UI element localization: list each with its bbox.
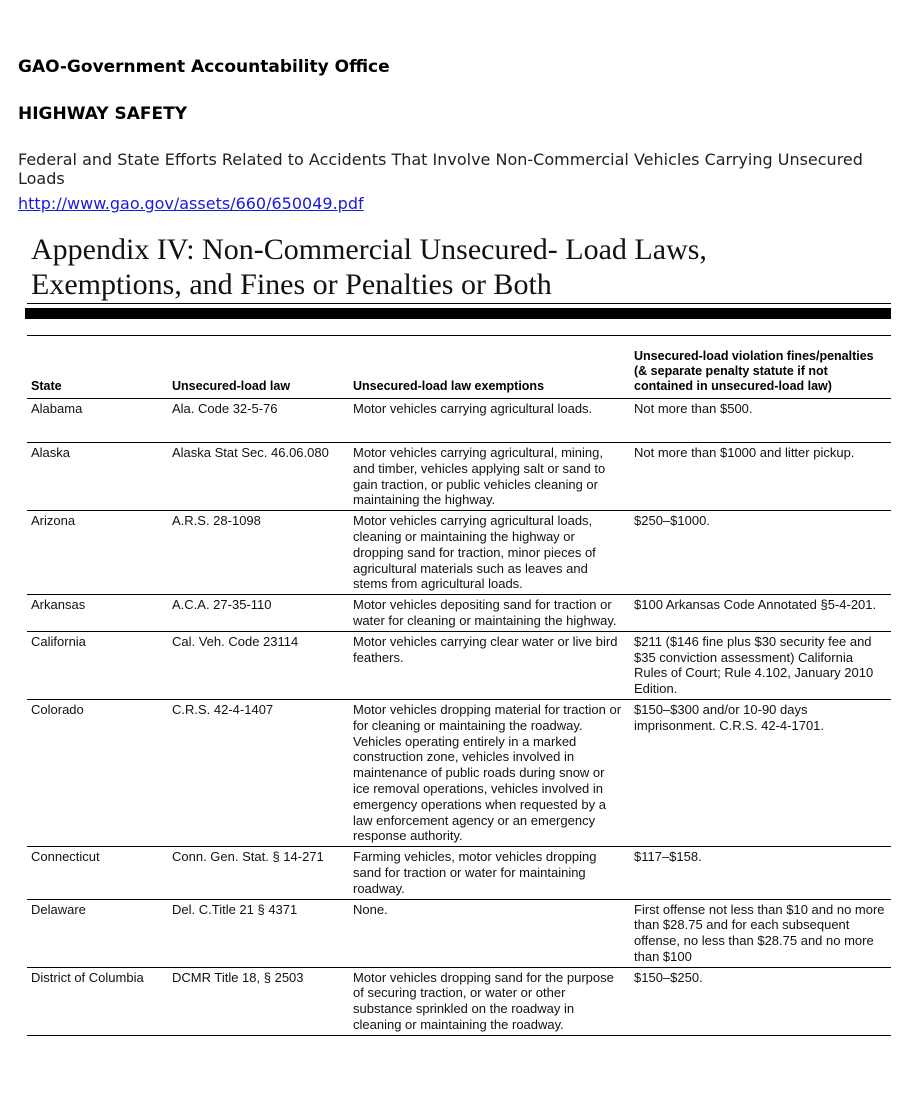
cell-state: Alabama — [27, 399, 168, 443]
cell-state: Alaska — [27, 443, 168, 511]
column-header-state: State — [27, 336, 168, 399]
table-row — [27, 699, 891, 846]
table-row — [27, 847, 891, 899]
appendix-title-line-1: Appendix IV: Non-Commercial Unsecured- Load Laws, — [31, 233, 707, 266]
cell-law: DCMR Title 18, § 2503 — [168, 967, 349, 1035]
cell-fines-text: First offense not less than $10 and no more than $28.75 and for each subsequent offense, no less than $28.75 and no more than $100 — [634, 901, 885, 964]
appendix-title-line-2: Exemptions, and Fines or Penalties or Both — [31, 268, 552, 301]
cell-state: California — [27, 631, 168, 699]
cell-fines: $150–$250. — [630, 967, 891, 1035]
title-divider-thick — [25, 308, 891, 319]
cell-exemptions: Motor vehicles depositing sand for traction or water for cleaning or maintaining the highway. — [349, 595, 630, 632]
table-row — [27, 595, 891, 632]
cell-exemptions: Motor vehicles carrying agricultural, mining, and timber, vehicles applying salt or sand to gain traction, or public vehicles cleaning or maintaining the highway. — [349, 443, 630, 511]
cell-fines: Not more than $500. — [630, 399, 891, 443]
cell-fines: $150–$300 and/or 10-90 days imprisonment. C.R.S. 42-4-1701. — [630, 699, 891, 846]
title-divider-thin — [27, 303, 891, 304]
cell-law: C.R.S. 42-4-1407 — [168, 699, 349, 846]
table-header-row — [27, 336, 891, 399]
cell-exemptions: Farming vehicles, motor vehicles dropping sand for traction or water for maintaining roadway. — [349, 847, 630, 899]
cell-fines: Not more than $1000 and litter pickup. — [630, 443, 891, 511]
cell-state: Arizona — [27, 511, 168, 595]
table-row — [27, 967, 891, 1035]
cell-law: Ala. Code 32-5-76 — [168, 399, 349, 443]
unsecured-load-laws-table — [27, 335, 891, 1036]
cell-law: Conn. Gen. Stat. § 14-271 — [168, 847, 349, 899]
cell-fines: $250–$1000. — [630, 511, 891, 595]
cell-state: Connecticut — [27, 847, 168, 899]
appendix-title — [31, 232, 871, 302]
report-topic: HIGHWAY SAFETY — [18, 104, 188, 124]
cell-fines — [630, 899, 891, 967]
table-row — [27, 899, 891, 967]
cell-exemptions: Motor vehicles dropping material for traction or for cleaning or maintaining the roadway. Vehicles operating entirely in a marked construction zone, vehicles involved in maintenance of public roads during snow or ice removal operations, vehicles involved in emergency operations when requested by a law enforcement agency or an emergency response authority. — [349, 699, 630, 846]
cell-fines: $100 Arkansas Code Annotated §5-4-201. — [630, 595, 891, 632]
cell-fines: $117–$158. — [630, 847, 891, 899]
cell-state: Colorado — [27, 699, 168, 846]
cell-law: Del. C.Title 21 § 4371 — [168, 899, 349, 967]
cell-exemptions: Motor vehicles carrying clear water or live bird feathers. — [349, 631, 630, 699]
cell-state: Delaware — [27, 899, 168, 967]
table-row — [27, 511, 891, 595]
cell-law: A.C.A. 27-35-110 — [168, 595, 349, 632]
organization-name: GAO-Government Accountability Office — [18, 57, 390, 77]
report-subtitle: Federal and State Efforts Related to Accidents That Involve Non-Commercial Vehicles Carrying Unsecured Loads — [18, 150, 863, 188]
column-header-fines: Unsecured-load violation fines/penalties (& separate penalty statute if not contained in unsecured-load law) — [630, 336, 891, 399]
column-header-exemptions: Unsecured-load law exemptions — [349, 336, 630, 399]
cell-state: District of Columbia — [27, 967, 168, 1035]
table-row — [27, 399, 891, 443]
cell-law: Cal. Veh. Code 23114 — [168, 631, 349, 699]
cell-exemptions: Motor vehicles carrying agricultural loads, cleaning or maintaining the highway or dropping sand for traction, minor pieces of agricultural materials such as leaves and stems from agricultural loads. — [349, 511, 630, 595]
column-header-law: Unsecured-load law — [168, 336, 349, 399]
cell-exemptions: Motor vehicles carrying agricultural loads. — [349, 399, 630, 443]
table-row — [27, 631, 891, 699]
cell-law: A.R.S. 28-1098 — [168, 511, 349, 595]
report-pdf-link[interactable]: http://www.gao.gov/assets/660/650049.pdf — [18, 194, 364, 213]
cell-exemptions: Motor vehicles dropping sand for the purpose of securing traction, or water or other substance sprinkled on the roadway in cleaning or maintaining the roadway. — [349, 967, 630, 1035]
table-row — [27, 443, 891, 511]
cell-fines: $211 ($146 fine plus $30 security fee and $35 conviction assessment) California Rules of Court; Rule 4.102, January 2010 Edition. — [630, 631, 891, 699]
cell-law: Alaska Stat Sec. 46.06.080 — [168, 443, 349, 511]
cell-state: Arkansas — [27, 595, 168, 632]
cell-exemptions: None. — [349, 899, 630, 967]
